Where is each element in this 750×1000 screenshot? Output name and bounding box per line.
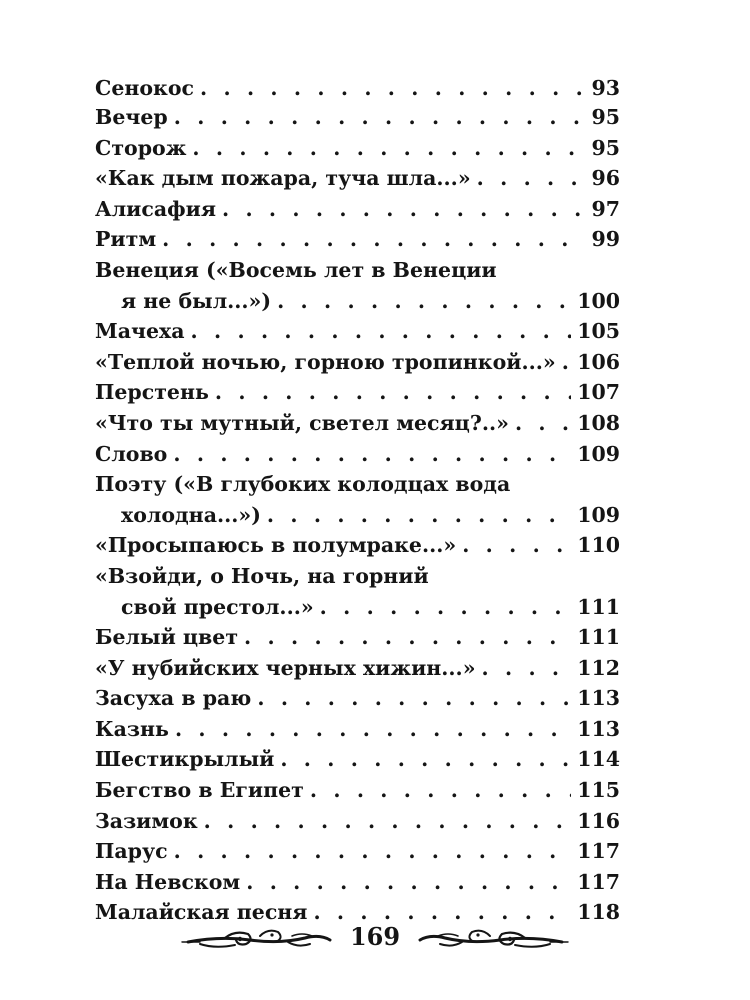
toc-entry-title: Поэту («В глубоких колодцах вода bbox=[95, 472, 511, 497]
toc-entry bbox=[95, 163, 620, 194]
dot-leader bbox=[173, 439, 571, 470]
dot-leader bbox=[175, 714, 571, 745]
toc-entry bbox=[95, 74, 620, 102]
dot-leader bbox=[320, 592, 572, 623]
toc-entry bbox=[95, 744, 620, 775]
toc-entry-title: Зазимок bbox=[95, 808, 198, 833]
toc-page-number: 111 bbox=[577, 594, 620, 619]
toc-page-number: 93 bbox=[591, 76, 620, 100]
toc-entry-title: Мачеха bbox=[95, 319, 185, 344]
toc-entry bbox=[95, 255, 620, 316]
dot-leader bbox=[244, 622, 571, 653]
toc-entry bbox=[95, 714, 620, 745]
dot-leader bbox=[477, 163, 586, 194]
toc-entry bbox=[95, 867, 620, 898]
dot-leader bbox=[257, 683, 571, 714]
dot-leader bbox=[174, 102, 586, 133]
toc-entry-title: Сенокос bbox=[95, 76, 194, 100]
toc-page-number: 116 bbox=[577, 808, 620, 833]
toc-page-number: 108 bbox=[577, 410, 620, 435]
toc-entry-title: Бегство в Египет bbox=[95, 778, 304, 803]
toc-entry bbox=[95, 102, 620, 133]
toc-entry-title: Венеция («Восемь лет в Венеции bbox=[95, 257, 497, 282]
toc-page-number: 99 bbox=[591, 227, 620, 252]
toc-entry bbox=[95, 775, 620, 806]
table-of-contents bbox=[95, 74, 620, 928]
toc-page-number: 111 bbox=[577, 625, 620, 650]
toc-entry-title: холодна...») bbox=[121, 502, 261, 527]
toc-entry bbox=[95, 194, 620, 225]
toc-page-number: 117 bbox=[577, 839, 620, 864]
toc-entry bbox=[95, 408, 620, 439]
dot-leader bbox=[277, 286, 571, 317]
toc-page-number: 95 bbox=[591, 105, 620, 129]
toc-entry-title: Сторож bbox=[95, 135, 187, 160]
toc-entry-title: На Невском bbox=[95, 869, 241, 894]
toc-entry bbox=[95, 439, 620, 470]
toc-entry-title: свой престол...» bbox=[121, 594, 314, 619]
dot-leader bbox=[192, 133, 585, 164]
page-number: 169 bbox=[349, 922, 401, 951]
toc-entry-title: «Просыпаюсь в полумраке...» bbox=[95, 533, 457, 558]
toc-entry-title: Малайская песня bbox=[95, 900, 308, 925]
toc-entry bbox=[95, 224, 620, 255]
toc-page-number: 113 bbox=[577, 716, 620, 741]
dot-leader bbox=[246, 867, 571, 898]
toc-entry-title: «Что ты мутный, светел месяц?..» bbox=[95, 410, 509, 435]
toc-entry-title: «У нубийских черных хижин...» bbox=[95, 655, 476, 680]
dot-leader bbox=[204, 806, 572, 837]
toc-page-number: 107 bbox=[577, 380, 620, 405]
dot-leader bbox=[562, 347, 571, 378]
toc-page-number: 117 bbox=[577, 869, 620, 894]
toc-entry-title: Казнь bbox=[95, 716, 169, 741]
toc-entry-title: Ритм bbox=[95, 227, 157, 252]
toc-entry-title: «Как дым пожара, туча шла...» bbox=[95, 166, 471, 191]
toc-page-number: 112 bbox=[577, 655, 620, 680]
toc-page-number: 109 bbox=[577, 502, 620, 527]
page-footer bbox=[180, 918, 570, 958]
dot-leader bbox=[280, 744, 571, 775]
dot-leader bbox=[462, 530, 571, 561]
toc-page-number: 110 bbox=[577, 533, 620, 558]
toc-entry-title: Белый цвет bbox=[95, 625, 239, 650]
toc-entry bbox=[95, 653, 620, 684]
dot-leader bbox=[267, 500, 571, 531]
toc-entry-title: Перстень bbox=[95, 380, 209, 405]
toc-entry bbox=[95, 836, 620, 867]
toc-entry-title: Вечер bbox=[95, 105, 168, 129]
toc-entry bbox=[95, 316, 620, 347]
toc-entry-title: Слово bbox=[95, 441, 168, 466]
toc-entry-title: Парус bbox=[95, 839, 168, 864]
toc-entry-title: Засуха в раю bbox=[95, 686, 252, 711]
toc-entry bbox=[95, 377, 620, 408]
dot-leader bbox=[191, 316, 572, 347]
toc-page-number: 97 bbox=[591, 196, 620, 221]
dot-leader bbox=[222, 194, 586, 225]
dot-leader bbox=[162, 224, 585, 255]
dot-leader bbox=[482, 653, 572, 684]
toc-page-number: 106 bbox=[577, 349, 620, 374]
toc-page-number: 105 bbox=[577, 319, 620, 344]
toc-entry bbox=[95, 806, 620, 837]
toc-entry bbox=[95, 561, 620, 622]
toc-entry-title: Алисафия bbox=[95, 196, 216, 221]
toc-entry-title: «Взойди, о Ночь, на горний bbox=[95, 563, 429, 588]
toc-page-number: 109 bbox=[577, 441, 620, 466]
dot-leader bbox=[310, 775, 571, 806]
toc-entry-title: Шестикрылый bbox=[95, 747, 275, 772]
toc-page-number: 115 bbox=[577, 778, 620, 803]
dot-leader bbox=[200, 74, 585, 102]
toc-page-number: 118 bbox=[577, 900, 620, 925]
toc-page-number: 96 bbox=[591, 166, 620, 191]
toc-page-number: 95 bbox=[591, 135, 620, 160]
toc-entry bbox=[95, 133, 620, 164]
dot-leader bbox=[515, 408, 571, 439]
toc-entry bbox=[95, 347, 620, 378]
toc-page-number: 113 bbox=[577, 686, 620, 711]
toc-page-number: 100 bbox=[577, 288, 620, 313]
toc-entry bbox=[95, 622, 620, 653]
dot-leader bbox=[215, 377, 571, 408]
toc-entry bbox=[95, 469, 620, 530]
toc-entry-title: «Теплой ночью, горною тропинкой...» bbox=[95, 349, 556, 374]
toc-entry bbox=[95, 683, 620, 714]
toc-entry-title: я не был...») bbox=[121, 288, 272, 313]
toc-entry bbox=[95, 530, 620, 561]
dot-leader bbox=[174, 836, 572, 867]
toc-page-number: 114 bbox=[577, 747, 620, 772]
